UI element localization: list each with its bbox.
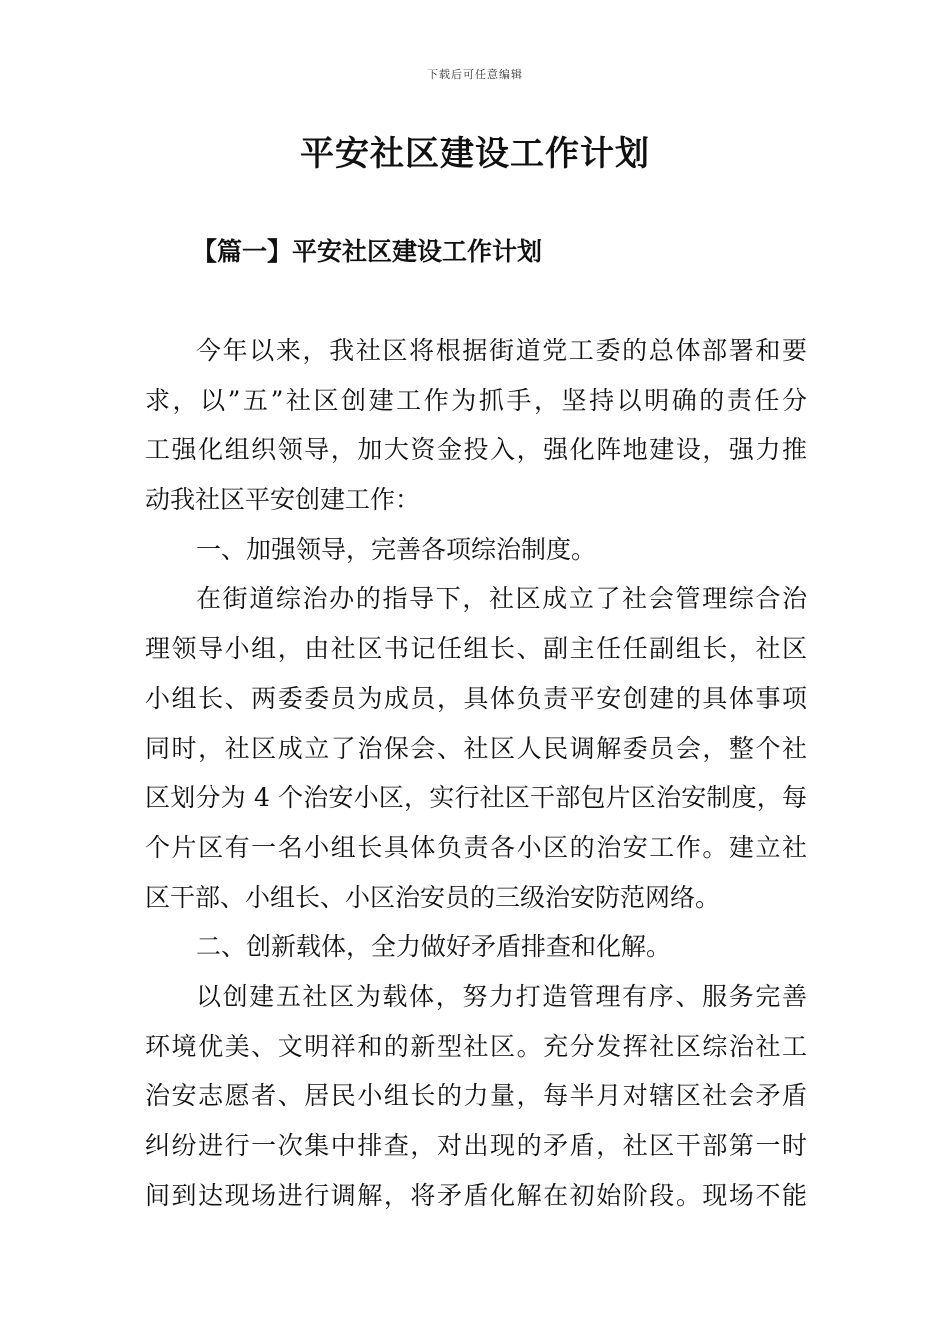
text-line: 以创建五社区为载体，努力打造管理有序、服务完善 <box>196 981 807 1011</box>
document-title: 平安社区建设工作计划 <box>300 134 650 174</box>
text-line: 间到达现场进行调解，将矛盾化解在初始阶段。现场不能 <box>145 1180 807 1210</box>
text-line: 动我社区平安创建工作： <box>145 485 421 515</box>
text-line: 一、加强领导，完善各项综治制度。 <box>196 534 597 564</box>
text-line: 二、创新载体，全力做好矛盾排查和化解。 <box>196 932 672 962</box>
text-line: 环境优美、文明祥和的新型社区。充分发挥社区综治社工 <box>145 1031 807 1061</box>
text-line: 个片区有一名小组长具体负责各小区的治安工作。建立社 <box>145 832 807 862</box>
text-line: 区划分为 4 个治安小区，实行社区干部包片区治安制度，每 <box>145 783 807 813</box>
text-line: 理领导小组，由社区书记任组长、副主任任副组长，社区 <box>145 634 807 664</box>
text-line: 在街道综治办的指导下，社区成立了社会管理综合治 <box>196 584 807 614</box>
text-line: 工强化组织领导，加大资金投入，强化阵地建设，强力推 <box>145 435 807 465</box>
text-line: 小组长、两委委员为成员，具体负责平安创建的具体事项 <box>145 683 807 713</box>
text-line: 求，以”五”社区创建工作为抓手，坚持以明确的责任分 <box>145 385 807 415</box>
header-note: 下载后可任意编辑 <box>427 68 523 81</box>
text-line: 纠纷进行一次集中排查，对出现的矛盾，社区干部第一时 <box>145 1131 807 1160</box>
text-line: 同时，社区成立了治保会、社区人民调解委员会，整个社 <box>145 733 807 763</box>
text-line: 今年以来，我社区将根据街道党工委的总体部署和要 <box>196 336 807 365</box>
text-line: 治安志愿者、居民小组长的力量，每半月对辖区社会矛盾 <box>145 1081 807 1111</box>
text-line: 区干部、小组长、小区治安员的三级治安防范网络。 <box>145 882 721 912</box>
section-heading: 【篇一】平安社区建设工作计划 <box>192 237 543 266</box>
body-text <box>145 326 807 1220</box>
